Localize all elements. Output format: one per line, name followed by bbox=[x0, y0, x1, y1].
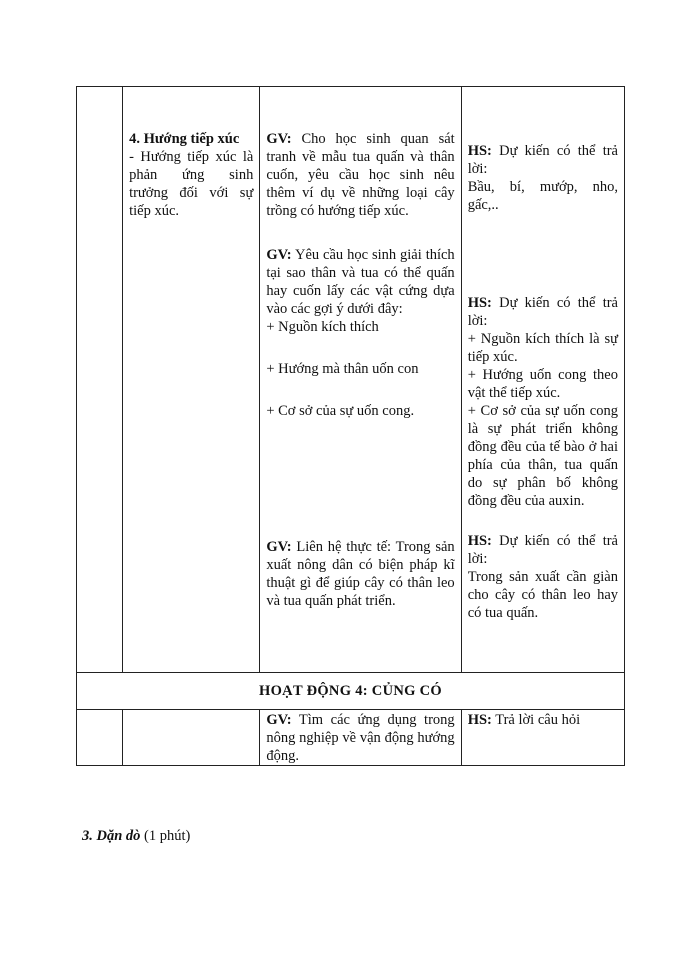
student-answer-2: HS: Dự kiến có thể trả lời: + Nguồn kích thích là sự tiếp xúc. + Hướng uốn cong theo vật thể tiếp xúc. + Cơ sở của sự uốn cong là sự phát triển không đồng đều của tế bào ở hai phía của thân, tua quấn do sự phân bố không đồng đều của auxin. bbox=[467, 295, 618, 509]
activity-teacher-cell: GV: Tìm các ứng dụng trong nông nghiệp về vận động hướng động. bbox=[260, 710, 461, 766]
student-answer-3: HS: Dự kiến có thể trả lời: Trong sản xuất cần giàn cho cây có thân leo hay có tua quấn. bbox=[467, 533, 618, 621]
section-definition: - Hướng tiếp xúc là phản ứng sinh trưởng đối với sự tiếp xúc. bbox=[129, 149, 254, 219]
hint-1: + Nguồn kích thích bbox=[266, 319, 379, 335]
teacher-column bbox=[260, 87, 461, 673]
student-answer-1: HS: Dự kiến có thể trả lời: Bầu, bí, mướp, nho, gấc,.. bbox=[467, 143, 618, 213]
activity-title: HOẠT ĐỘNG 4: CỦNG CÓ bbox=[77, 673, 625, 710]
hint-3: + Cơ sở của sự uốn cong. bbox=[266, 403, 415, 419]
content-row bbox=[77, 87, 625, 673]
teacher-question-2: GV: Yêu cầu học sinh giải thích tại sao thân và tua có thể quấn hay cuốn lấy các vật cứng dựa vào các gợi ý dưới đây: + Nguồn kích thích + Hướng mà thân uốn con + Cơ sở của sự uốn cong. bbox=[266, 247, 455, 419]
homework-duration: (1 phút) bbox=[144, 828, 191, 844]
section-heading: 4. Hướng tiếp xúc bbox=[129, 131, 240, 147]
empty-cell bbox=[77, 710, 123, 766]
student-column bbox=[461, 87, 624, 673]
teacher-question-3: GV: Liên hệ thực tế: Trong sản xuất nông dân có biện pháp kĩ thuật gì để giúp cây có thân leo và tua quấn phát triển. bbox=[266, 539, 455, 609]
hint-2: + Hướng mà thân uốn con bbox=[266, 361, 419, 377]
homework-section bbox=[82, 828, 190, 845]
activity-header-row bbox=[77, 673, 625, 710]
empty-cell bbox=[77, 87, 123, 673]
content-column bbox=[123, 87, 260, 673]
lesson-table bbox=[76, 86, 625, 766]
activity-row bbox=[77, 710, 625, 766]
teacher-question-1: GV: Cho học sinh quan sát tranh về mẫu tua quấn và thân cuốn, yêu cầu học sinh nêu thêm ví dụ về những loại cây trồng có hướng tiếp xúc. bbox=[266, 131, 455, 219]
empty-cell bbox=[123, 710, 260, 766]
activity-student-cell: HS: Trả lời câu hỏi bbox=[461, 710, 624, 766]
homework-title: 3. Dặn dò bbox=[82, 828, 141, 844]
